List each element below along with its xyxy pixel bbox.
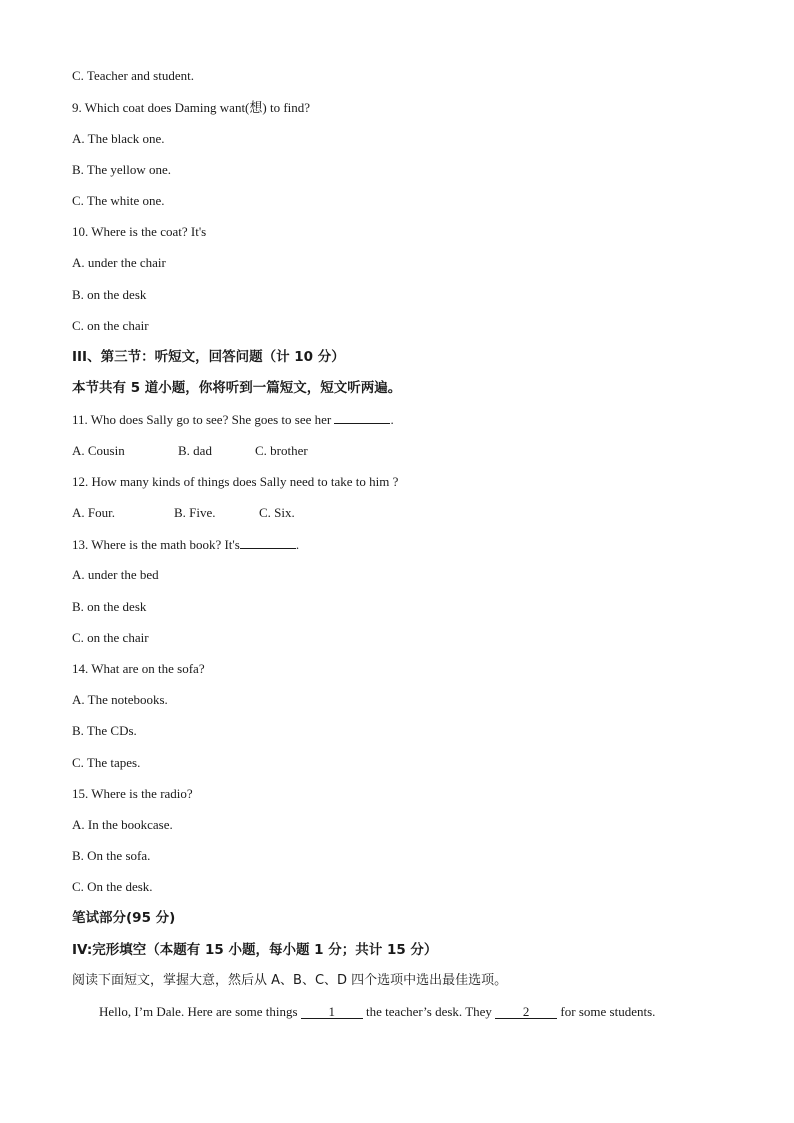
option-10a: A. under the chair [72,255,166,270]
passage-text-1: Hello, I’m Dale. Here are some things [99,1004,298,1019]
section-3-description: 本节共有 5 道小题，你将听到一篇短文，短文听两遍。 [72,380,402,396]
question-12-options [72,505,295,521]
question-13 [72,536,299,553]
question-9: 9. Which coat does Daming want(想) to find? [72,100,311,115]
cloze-blank-2: 2 [495,1006,557,1019]
question-14: 14. What are on the sofa? [72,661,205,676]
question-12: 12. How many kinds of things does Sally need to take to him ? [72,474,399,489]
option-14b: B. The CDs. [72,723,137,738]
option-11b: B. dad [178,443,212,458]
option-13b: B. on the desk [72,599,147,614]
option-10b: B. on the desk [72,287,147,302]
answer-blank [334,411,390,424]
section-4-title: IV:完形填空（本题有 15 小题，每小题 1 分；共计 15 分） [72,942,438,958]
answer-blank [240,536,296,549]
section-3-title: III、第三节：听短文，回答问题（计 10 分） [72,349,345,365]
option-11a: A. Cousin [72,443,125,458]
option-14c: C. The tapes. [72,755,141,770]
question-11 [72,411,394,428]
option-12a: A. Four. [72,505,115,520]
option-10c: C. on the chair [72,318,149,333]
section-4-description: 阅读下面短文，掌握大意，然后从 A、B、C、D 四个选项中选出最佳选项。 [72,973,508,988]
passage-text-3: for some students. [560,1004,656,1019]
cloze-blank-1: 1 [301,1006,363,1019]
question-11-text: 11. Who does Sally go to see? She goes to see her [72,412,332,427]
option-13c: C. on the chair [72,630,149,645]
question-11-end: . [390,412,394,427]
option-14a: A. The notebooks. [72,692,168,707]
question-13-text: 13. Where is the math book? It's [72,537,240,552]
cloze-passage-line [99,1004,655,1020]
question-10: 10. Where is the coat? It's [72,224,207,239]
option-15a: A. In the bookcase. [72,817,173,832]
option-15c: C. On the desk. [72,879,153,894]
question-11-options [72,443,308,459]
passage-text-2: the teacher’s desk. They [366,1004,492,1019]
question-15: 15. Where is the radio? [72,786,193,801]
option-9c: C. The white one. [72,193,165,208]
option-13a: A. under the bed [72,567,159,582]
option-9a: A. The black one. [72,131,165,146]
option-12c: C. Six. [259,505,295,520]
question-13-end: . [295,537,300,552]
option-8c: C. Teacher and student. [72,68,194,83]
written-part-title: 笔试部分(95 分) [72,910,176,926]
option-12b: B. Five. [174,505,216,520]
option-9b: B. The yellow one. [72,162,172,177]
option-15b: B. On the sofa. [72,848,151,863]
option-11c: C. brother [255,443,308,458]
